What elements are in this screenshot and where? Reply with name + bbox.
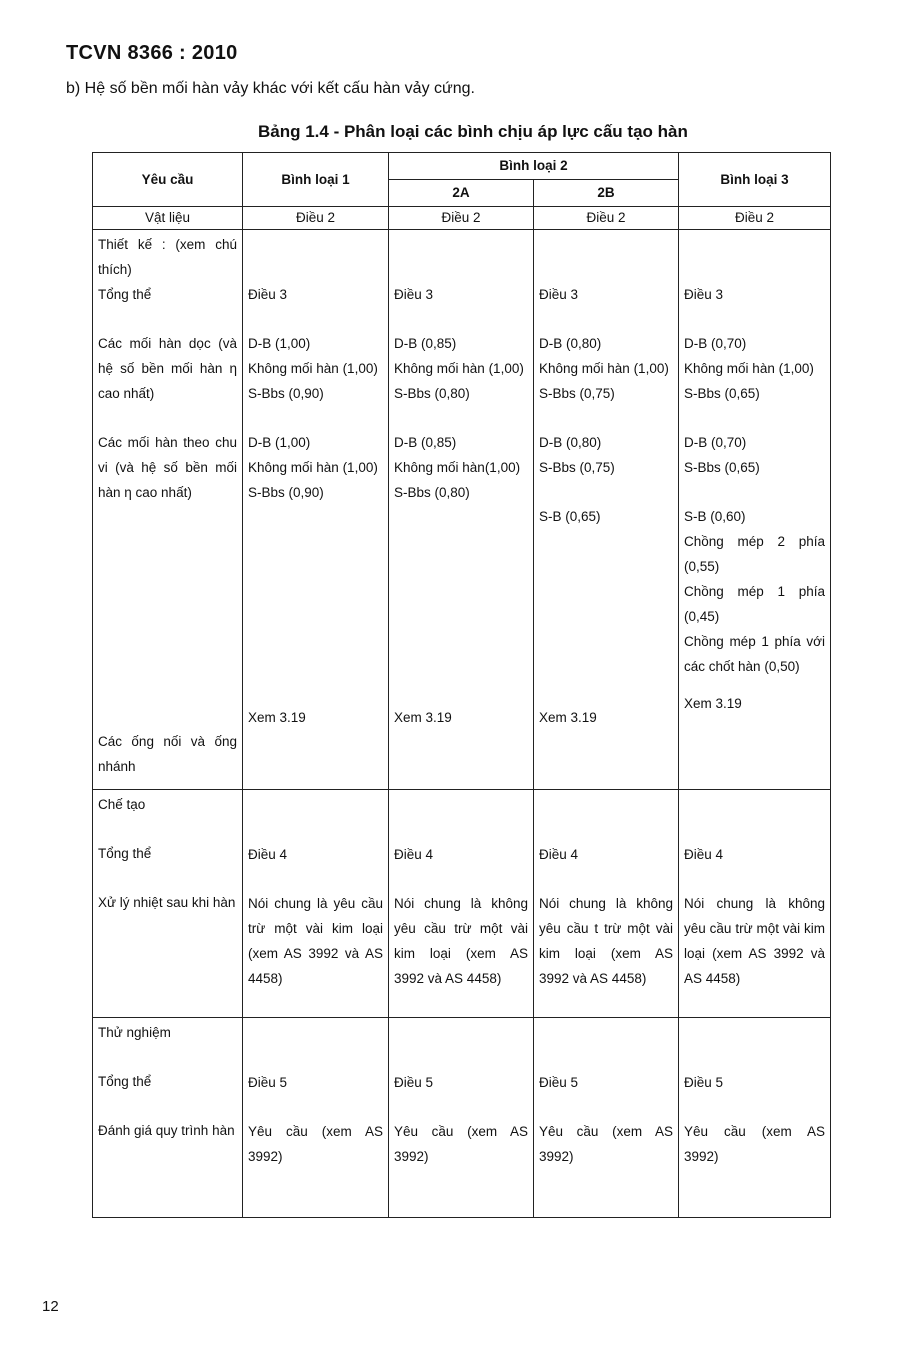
design-circ-c1-2: Không mối hàn (1,00) [248,460,378,475]
fab-cell-c2b [534,790,679,1018]
fab-pwht-c3: Nói chung là không yêu cầu trừ một vài kim loại (xem AS 3992 và AS 4458) [684,896,826,986]
header-class-3: Bình loại 3 [679,153,831,207]
design-long-c1-1: D-B (1,00) [248,336,311,351]
header-class-1: Bình loại 1 [243,153,389,207]
test-general-c2a: Điều 5 [394,1075,434,1090]
design-cell-c2a [389,230,534,790]
test-general-c2b: Điều 5 [539,1075,579,1090]
material-c2b: Điều 2 [534,207,679,230]
fab-general-label: Tổng thể [98,846,152,861]
design-circ-c3-5: Chồng mép 1 phía (0,45) [684,584,826,624]
fab-pwht-label: Xử lý nhiệt sau khi hàn [98,895,236,910]
design-cell-c1 [243,230,389,790]
test-cell-c1 [243,1018,389,1218]
design-circ-c2a-3: S-Bbs (0,80) [394,485,470,500]
classification-table [92,152,831,1218]
fab-pwht-c2b: Nói chung là không yêu cầu t trừ một vài kim loại (xem AS 3992 và AS 4458) [539,896,674,986]
header-class-2: Bình loại 2 [389,153,679,180]
design-row [93,230,831,790]
document-code: TCVN 8366 : 2010 [66,42,238,64]
design-circ-c1-3: S-Bbs (0,90) [248,485,324,500]
design-long-c3-3: S-Bbs (0,65) [684,386,760,401]
design-section-label: Thiết kế : (xem chú thích) [98,237,237,277]
design-long-c3-2: Không mối hàn (1,00) [684,361,814,376]
test-cell-c3 [679,1018,831,1218]
design-general-c1: Điều 3 [248,287,288,302]
fab-cell-c3 [679,790,831,1018]
fab-general-c2b: Điều 4 [539,847,579,862]
design-long-c2a-3: S-Bbs (0,80) [394,386,470,401]
design-nozzle-c2a: Xem 3.19 [394,710,452,725]
fab-section-label: Chế tạo [98,797,146,812]
material-label: Vật liệu [93,207,243,230]
test-cell-c2a [389,1018,534,1218]
design-circ-c2a-2: Không mối hàn(1,00) [394,460,521,475]
design-general-c2a: Điều 3 [394,287,434,302]
test-general-c1: Điều 5 [248,1075,288,1090]
design-circ-c3-3: S-B (0,60) [684,509,746,524]
testing-row [93,1018,831,1218]
page-number: 12 [42,1298,59,1315]
design-nozzle-c3: Xem 3.19 [684,696,742,711]
design-long-c1-2: Không mối hàn (1,00) [248,361,378,376]
design-nozzle-c1: Xem 3.19 [248,710,306,725]
test-general-c3: Điều 5 [684,1075,724,1090]
header-class-2b: 2B [534,180,679,207]
design-long-c2a-1: D-B (0,85) [394,336,457,351]
test-cell-req [93,1018,243,1218]
header-requirement: Yêu cầu [93,153,243,207]
design-general-label: Tổng thể [98,287,152,302]
design-long-c1-3: S-Bbs (0,90) [248,386,324,401]
test-cell-c2b [534,1018,679,1218]
design-cell-req [93,230,243,790]
design-circ-c3-6: Chồng mép 1 phía với các chốt hàn (0,50) [684,634,826,674]
test-general-label: Tổng thể [98,1074,152,1089]
design-long-c2b-3: S-Bbs (0,75) [539,386,615,401]
fab-pwht-c2a: Nói chung là không yêu cầu trừ một vài kim loại (xem AS 3992 và AS 4458) [394,896,528,986]
test-proc-c3: Yêu cầu (xem AS 3992) [684,1124,826,1164]
fab-general-c1: Điều 4 [248,847,288,862]
design-long-c2a-2: Không mối hàn (1,00) [394,361,524,376]
design-long-c2b-1: D-B (0,80) [539,336,602,351]
design-cell-c3 [679,230,831,790]
design-long-c3-1: D-B (0,70) [684,336,747,351]
fabrication-row [93,790,831,1018]
design-nozzle-label: Các ống nối và ống nhánh [98,734,237,774]
test-proc-c2a: Yêu cầu (xem AS 3992) [394,1124,528,1164]
design-long-c2b-2: Không mối hàn (1,00) [539,361,669,376]
design-nozzle-c2b: Xem 3.19 [539,710,597,725]
design-circ-c2a-1: D-B (0,85) [394,435,457,450]
test-proc-c2b: Yêu cầu (xem AS 3992) [539,1124,674,1164]
header-class-2a: 2A [389,180,534,207]
design-general-c2b: Điều 3 [539,287,579,302]
test-proc-label: Đánh giá quy trình hàn [98,1123,235,1138]
design-circ-c3-2: S-Bbs (0,65) [684,460,760,475]
design-circ-c2b-3: S-B (0,65) [539,509,601,524]
design-circ-c1-1: D-B (1,00) [248,435,311,450]
intro-text: b) Hệ số bền mối hàn vảy khác với kết cấu hàn vảy cứng. [66,80,475,97]
fab-general-c3: Điều 4 [684,847,724,862]
fab-general-c2a: Điều 4 [394,847,434,862]
material-row [93,207,831,230]
material-c2a: Điều 2 [389,207,534,230]
fab-cell-req [93,790,243,1018]
design-circ-c3-4: Chồng mép 2 phía (0,55) [684,534,826,574]
table-caption: Bảng 1.4 - Phân loại các bình chịu áp lực cấu tạo hàn [258,122,688,141]
material-c3: Điều 2 [679,207,831,230]
test-section-label: Thử nghiệm [98,1025,171,1040]
material-c1: Điều 2 [243,207,389,230]
fab-pwht-c1: Nói chung là yêu cầu trừ một vài kim loại (xem AS 3992 và AS 4458) [248,896,383,986]
design-general-c3: Điều 3 [684,287,724,302]
design-cell-c2b [534,230,679,790]
fab-cell-c2a [389,790,534,1018]
design-circ-c2b-2: S-Bbs (0,75) [539,460,615,475]
design-long-label: Các mối hàn dọc (và hệ số bền mối hàn η cao nhất) [98,336,237,401]
design-circ-c3-1: D-B (0,70) [684,435,747,450]
design-circ-c2b-1: D-B (0,80) [539,435,602,450]
fab-cell-c1 [243,790,389,1018]
design-circ-label: Các mối hàn theo chu vi (và hệ số bền mối hàn η cao nhất) [98,435,237,500]
test-proc-c1: Yêu cầu (xem AS 3992) [248,1124,383,1164]
